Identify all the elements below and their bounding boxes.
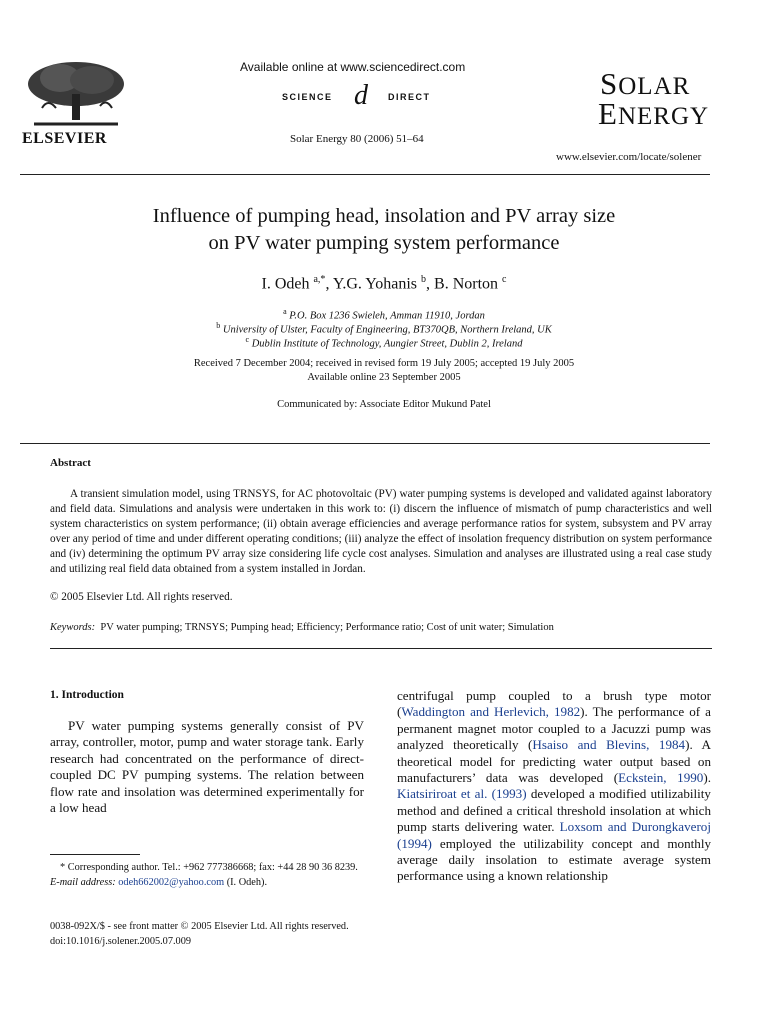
- reference-link[interactable]: Loxsom and Durongkaveroj (1994): [397, 819, 711, 851]
- intro-right-column: centrifugal pump coupled to a brush type motor (Waddington and Herlevich, 1982). The performance of a permanent magnet motor coupled to a Jacuzzi pump was analyzed theoretically (Hsaiso and Blevins, 1984). A theoretical model for predicting water output based on manufacturers’ data was developed (Eckstein, 1990). Kiatsiriroat et al. (1993) developed a modified utilizability method and defined a critical threshold insolation at which pump starts delivering water. Loxsom and Durongkaveroj (1994) employed the utilizability concept and monthly average daily insolation to estimate average system performance using a known relationship: [397, 688, 712, 884]
- available-date: Available online 23 September 2005: [307, 372, 461, 383]
- section-heading: 1. Introduction: [50, 689, 124, 701]
- footnote-rule: [50, 854, 140, 855]
- sd-at-glyph: d: [354, 80, 368, 111]
- sd-right-word: DIRECT: [388, 92, 431, 102]
- abstract-divider: [50, 648, 712, 649]
- journal-name-line2: ENERGY: [598, 96, 710, 131]
- header-divider: [20, 174, 710, 175]
- corresponding-author: Corresponding author. Tel.: +962 777386668; fax: +44 28 90 36 8239.: [67, 862, 358, 873]
- reference-link[interactable]: Hsaiso and Blevins, 1984: [532, 737, 686, 753]
- sciencedirect-logo[interactable]: [282, 80, 452, 111]
- article-title-line2: on PV water pumping system performance: [208, 232, 560, 254]
- affiliation: $^c$ Dublin Institute of Technology, Aungier Street, Dublin 2, Ireland: [245, 335, 523, 350]
- journal-url[interactable]: www.elsevier.com/locate/solener: [556, 151, 702, 163]
- keywords: [50, 622, 554, 633]
- abstract-heading: Abstract: [50, 457, 91, 469]
- reference-link[interactable]: Eckstein, 1990: [618, 770, 704, 786]
- article-title-line1: Influence of pumping head, insolation and PV array size: [152, 205, 616, 227]
- author-name: I. Odeh: [261, 275, 310, 293]
- footnote: * Corresponding author. Tel.: +962 777386668; fax: +44 28 90 36 8239. E-mail address: odeh662002@yahoo.com (I. Odeh).: [50, 862, 358, 888]
- doi-line[interactable]: doi:10.1016/j.solener.2005.07.009: [50, 936, 192, 947]
- abstract-body: A transient simulation model, using TRNSYS, for AC photovoltaic (PV) water pumping systems is developed and validated against laboratory and field data. Simulations and analysis were undertaken in this work to: (i) discern the influence of mismatch of pump characteristics and well system characteristics on system performance; (ii) obtain average efficiencies and average performance ratios for system, subsystem and PV array over any period of time and under different operating conditions; (iii) analyze the effect of insolation frequency distribution on system performance and (iv) determining the optimum PV array size considering life cycle cost analyses. Simulation and analyses are illustrated using a real case study and utilizing real field data obtained from a system installed in Jordan.: [50, 488, 712, 576]
- available-online-text[interactable]: Available online at www.sciencedirect.com: [240, 60, 466, 74]
- reference-link[interactable]: Waddington and Herlevich, 1982: [401, 704, 581, 720]
- received-dates: Received 7 December 2004; received in revised form 19 July 2005; accepted 19 July 2005: [193, 358, 575, 369]
- title-divider: [20, 443, 710, 444]
- email-link[interactable]: odeh662002@yahoo.com: [118, 877, 225, 888]
- keywords-label: Keywords:: [50, 622, 96, 633]
- issn-doi: [50, 919, 349, 949]
- intro-left-column: PV water pumping systems generally consist of PV array, controller, motor, pump and water storage tank. Early research had concentrated on the performance of direct-coupled DC PV pumping systems. The relation between flow rate and insolation was determined experimentally for a low head: [50, 718, 364, 816]
- affiliation: $^b$ University of Ulster, Faculty of Engineering, BT370QB, Northern Ireland, UK: [216, 321, 552, 336]
- publisher-name: ELSEVIER: [22, 130, 107, 147]
- author-sup[interactable]: c: [502, 274, 507, 285]
- author-name: B. Norton: [434, 275, 499, 293]
- author-list: I. Odeh $^{a,*}$, Y.G. Yohanis $^b$, B. Norton $^c$: [261, 274, 507, 293]
- author-sup[interactable]: a,*: [313, 274, 326, 285]
- keywords-list: PV water pumping; TRNSYS; Pumping head; Efficiency; Performance ratio; Cost of unit water; Simulation: [100, 622, 554, 633]
- reference-link[interactable]: Kiatsiriroat et al. (1993): [397, 786, 527, 802]
- communicated-by: Communicated by: Associate Editor Mukund Patel: [277, 399, 491, 410]
- journal-name-line1: SOLAR: [600, 66, 691, 101]
- issn-line: 0038-092X/$ - see front matter © 2005 Elsevier Ltd. All rights reserved.: [50, 921, 349, 932]
- author-sup[interactable]: b: [421, 274, 427, 285]
- email-label: E-mail address:: [50, 877, 116, 888]
- author-name: Y.G. Yohanis: [332, 275, 418, 293]
- footnote-star: *: [60, 862, 66, 873]
- affiliation: $^a$ P.O. Box 1236 Swieleh, Amman 11910, Jordan: [283, 307, 485, 322]
- sd-left-word: SCIENCE: [282, 92, 333, 102]
- journal-citation: Solar Energy 80 (2006) 51–64: [290, 133, 424, 145]
- abstract-copyright: © 2005 Elsevier Ltd. All rights reserved.: [50, 591, 233, 603]
